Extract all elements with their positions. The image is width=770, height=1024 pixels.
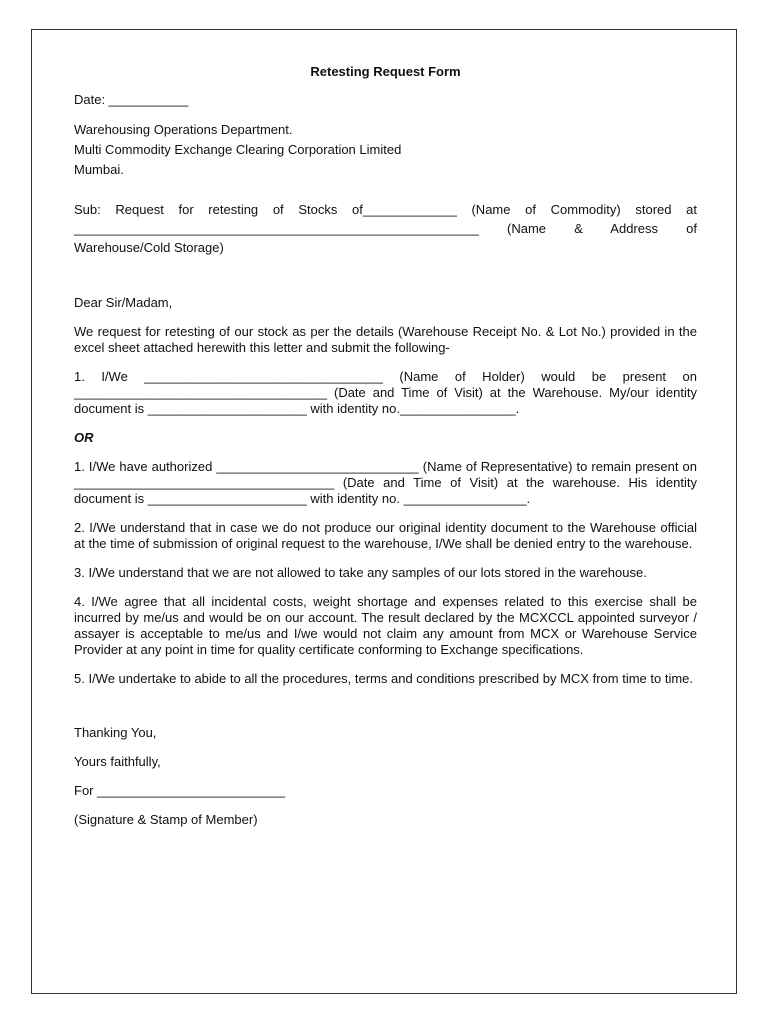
closing-line: Thanking You, bbox=[74, 725, 157, 740]
page-title: Retesting Request Form bbox=[310, 64, 461, 79]
form-body bbox=[74, 64, 697, 828]
item-3: 3. I/We understand that we are not allowed to take any samples of our lots stored in the warehouse. bbox=[74, 565, 647, 580]
item-1-representative: 1. I/We have authorized ____________________________ (Name of Representative) to remain present on ____________________________________ (Date and Time of Visit) at the warehouse. His identity document is ______________________ with identity no. _________________. bbox=[74, 459, 697, 506]
item-4: 4. I/We agree that all incidental costs, weight shortage and expenses related to this exercise shall be incurred by me/us and would be on our account. The result declared by the MCXCCL appointed surveyor / assayer is acceptable to me/us and I/we would not claim any amount from MCX or Warehouse Service Provider at any point in time for quality certificate conforming to Exchange specifications. bbox=[74, 594, 697, 657]
subject-line: Sub: Request for retesting of Stocks of_____________ (Name of Commodity) stored at ________________________________________________________ (Name & Address of Warehouse/Cold Storage) bbox=[74, 202, 697, 255]
for-line: For __________________________ bbox=[74, 783, 286, 798]
salutation: Dear Sir/Madam, bbox=[74, 295, 173, 310]
date-line: Date: ___________ bbox=[74, 92, 189, 107]
document-page bbox=[31, 29, 737, 994]
address-line-3: Mumbai. bbox=[74, 162, 124, 177]
item-1-holder: 1. I/We _________________________________ (Name of Holder) would be present on ___________________________________ (Date and Time of Visit) at the Warehouse. My/our identity document is ______________________ with identity no.________________. bbox=[74, 369, 697, 416]
address-line-2: Multi Commodity Exchange Clearing Corporation Limited bbox=[74, 142, 402, 157]
intro-paragraph: We request for retesting of our stock as per the details (Warehouse Receipt No. & Lot No.) provided in the excel sheet attached herewith this letter and submit the following- bbox=[74, 324, 697, 355]
or-label: OR bbox=[74, 430, 94, 445]
item-5: 5. I/We undertake to abide to all the procedures, terms and conditions prescribed by MCX from time to time. bbox=[74, 671, 693, 686]
address-line-1: Warehousing Operations Department. bbox=[74, 122, 293, 137]
signature-note: (Signature & Stamp of Member) bbox=[74, 812, 258, 827]
item-2: 2. I/We understand that in case we do not produce our original identity document to the Warehouse official at the time of submission of original request to the warehouse, I/We shall be denied entry to the warehouse. bbox=[74, 520, 697, 551]
recipient-address bbox=[74, 120, 697, 180]
sign-off: Yours faithfully, bbox=[74, 754, 161, 769]
